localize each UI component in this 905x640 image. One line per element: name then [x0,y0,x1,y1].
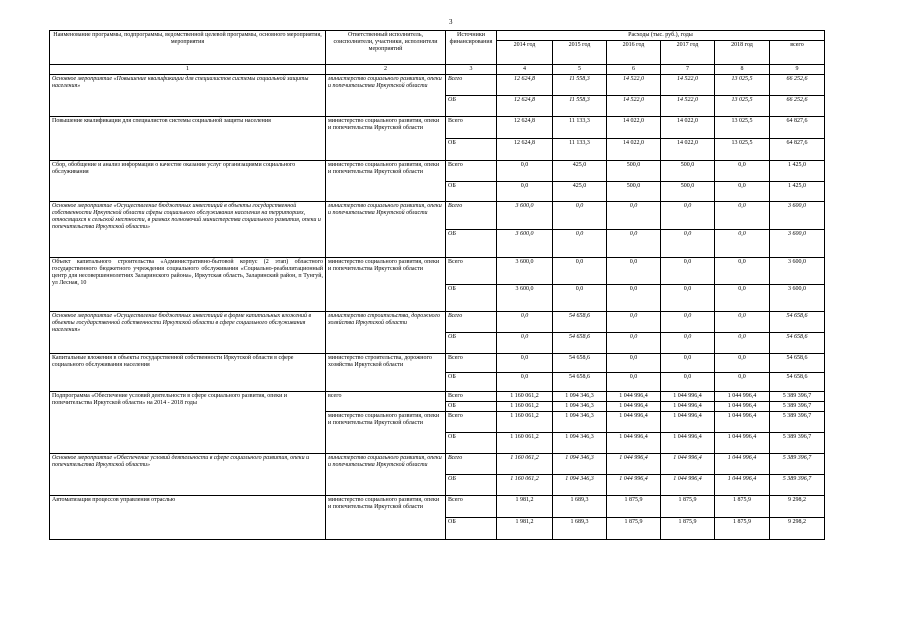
row-executor: министерство социального развития, опеки и попечительства Иркутской области [326,258,446,312]
value-cell: 0,0 [715,161,770,182]
value-cell: 5 389 396,7 [770,433,825,454]
row-source: Всего [446,312,497,333]
value-cell: 0,0 [607,333,661,354]
table-row [50,496,825,518]
value-cell: 0,0 [607,373,661,392]
row-executor: министерство социального развития, опеки и попечительства Иркутской области [326,75,446,117]
value-cell: 3 600,0 [770,230,825,258]
row-name: Капитальные вложения в объекты государственной собственности Иркутской области в сфере социального обслуживания населения [50,354,326,392]
value-cell: 12 624,8 [497,117,553,139]
header-year: 2016 год [607,41,661,65]
value-cell: 0,0 [715,373,770,392]
subprogram-executor: министерство социального развития, опеки и попечительства Иркутской области [326,412,446,454]
value-cell: 14 022,0 [661,117,715,139]
value-cell: 0,0 [607,312,661,333]
value-cell: 1 044 996,4 [607,392,661,402]
value-cell: 11 133,3 [553,117,607,139]
subprogram-row [50,392,825,402]
value-cell: 64 827,6 [770,139,825,161]
header-source: Источники финансирования [446,31,497,65]
row-source: Всего [446,258,497,285]
value-cell: 14 022,0 [607,117,661,139]
value-cell: 11 133,3 [553,139,607,161]
value-cell: 13 025,5 [715,139,770,161]
row-source: Всего [446,75,497,96]
table-row [50,117,825,139]
row-source: Всего [446,454,497,475]
value-cell: 1 981,2 [497,496,553,518]
row-executor: министерство социального развития, опеки и попечительства Иркутской области [326,202,446,258]
subprogram-name: Подпрограмма «Обеспечение условий деятельности в сфере социального развития, опеки и попечительства Иркутской области» на 2014 - 2018 годы [50,392,326,454]
value-cell: 1 044 996,4 [661,402,715,412]
index-cell: 2 [326,65,446,75]
value-cell: 0,0 [715,354,770,373]
value-cell: 0,0 [661,230,715,258]
row-source: Всего [446,392,497,402]
value-cell: 3 600,0 [770,258,825,285]
value-cell: 1 875,9 [661,518,715,540]
value-cell: 0,0 [607,230,661,258]
value-cell: 1 094 346,3 [553,454,607,475]
value-cell: 1 044 996,4 [715,454,770,475]
table-row [50,202,825,230]
value-cell: 425,0 [553,161,607,182]
value-cell: 1 689,3 [553,496,607,518]
value-cell: 54 658,6 [553,373,607,392]
value-cell: 1 044 996,4 [715,412,770,433]
value-cell: 0,0 [607,258,661,285]
index-cell: 7 [661,65,715,75]
index-cell: 6 [607,65,661,75]
value-cell: 14 522,0 [661,75,715,96]
value-cell: 0,0 [661,354,715,373]
value-cell: 1 160 061,2 [497,433,553,454]
value-cell: 0,0 [497,161,553,182]
value-cell: 14 022,0 [661,139,715,161]
value-cell: 1 875,9 [661,496,715,518]
row-source: ОБ [446,433,497,454]
value-cell: 0,0 [661,285,715,312]
value-cell: 1 094 346,3 [553,475,607,496]
value-cell: 9 298,2 [770,496,825,518]
row-source: ОБ [446,285,497,312]
value-cell: 1 160 061,2 [497,402,553,412]
row-executor: министерство социального развития, опеки и попечительства Иркутской области [326,496,446,540]
value-cell: 1 044 996,4 [607,402,661,412]
row-source: ОБ [446,230,497,258]
value-cell: 14 022,0 [607,139,661,161]
value-cell: 1 044 996,4 [715,475,770,496]
header-year: 2018 год [715,41,770,65]
value-cell: 1 044 996,4 [715,402,770,412]
value-cell: 1 044 996,4 [715,433,770,454]
value-cell: 54 658,6 [553,354,607,373]
header-expenses: Расходы (тыс. руб.), годы [497,31,825,41]
index-cell: 4 [497,65,553,75]
value-cell: 0,0 [607,202,661,230]
value-cell: 14 522,0 [661,96,715,117]
value-cell: 1 044 996,4 [661,454,715,475]
value-cell: 12 624,8 [497,139,553,161]
value-cell: 12 624,8 [497,75,553,96]
header-year: 2015 год [553,41,607,65]
subprogram-executor-total: всего [326,392,446,412]
table-row [50,75,825,96]
value-cell: 54 658,6 [770,373,825,392]
value-cell: 0,0 [661,312,715,333]
row-name: Автоматизация процессов управления отраслью [50,496,326,540]
value-cell: 0,0 [607,285,661,312]
value-cell: 5 389 396,7 [770,454,825,475]
row-name: Основное мероприятие «Обеспечение условий деятельности в сфере социального развития, опеки и попечительства Иркутской области» [50,454,326,496]
row-source: Всего [446,161,497,182]
value-cell: 1 044 996,4 [661,412,715,433]
value-cell: 500,0 [607,182,661,202]
value-cell: 1 875,9 [715,496,770,518]
value-cell: 9 298,2 [770,518,825,540]
value-cell: 500,0 [607,161,661,182]
row-name: Основное мероприятие «Осуществление бюджетных инвестиций в объекты государственной собственности Иркутской области сферы социального обслуживания населения на территориях, относящихся к сельской местности, в рамках полномочий министерства социального развития, опеки и попечительства Иркутской области» [50,202,326,258]
value-cell: 64 827,6 [770,117,825,139]
index-cell: 1 [50,65,326,75]
value-cell: 3 600,0 [497,285,553,312]
value-cell: 1 044 996,4 [607,412,661,433]
value-cell: 14 522,0 [607,75,661,96]
value-cell: 0,0 [715,258,770,285]
row-source: ОБ [446,402,497,412]
index-cell: 3 [446,65,497,75]
value-cell: 500,0 [661,161,715,182]
value-cell: 0,0 [497,354,553,373]
value-cell: 5 389 396,7 [770,412,825,433]
value-cell: 1 094 346,3 [553,412,607,433]
value-cell: 1 425,0 [770,161,825,182]
value-cell: 12 624,8 [497,96,553,117]
header-year: 2017 год [661,41,715,65]
header-executor: Ответственный исполнитель, соисполнители, участники, исполнители мероприятий [326,31,446,65]
value-cell: 54 658,6 [553,312,607,333]
row-name: Основное мероприятие «Осуществление бюджетных инвестиций в форме капитальных вложений в объекты государственной собственности Иркутской области в сфере социального обслуживания населения» [50,312,326,354]
value-cell: 54 658,6 [770,354,825,373]
value-cell: 1 044 996,4 [661,475,715,496]
value-cell: 0,0 [553,285,607,312]
value-cell: 0,0 [497,182,553,202]
row-executor: министерство социального развития, опеки и попечительства Иркутской области [326,454,446,496]
value-cell: 13 025,5 [715,75,770,96]
row-source: ОБ [446,518,497,540]
row-name: Сбор, обобщение и анализ информации о качестве оказания услуг организациями социального обслуживания [50,161,326,202]
value-cell: 0,0 [497,312,553,333]
value-cell: 3 600,0 [497,258,553,285]
value-cell: 1 425,0 [770,182,825,202]
index-cell: 8 [715,65,770,75]
value-cell: 0,0 [553,230,607,258]
row-executor: министерство строительства, дорожного хозяйства Иркутской области [326,312,446,354]
value-cell: 14 522,0 [607,96,661,117]
row-source: ОБ [446,333,497,354]
row-source: ОБ [446,96,497,117]
table-row [50,312,825,333]
value-cell: 1 094 346,3 [553,433,607,454]
page-number: 3 [449,18,453,26]
row-name: Повышение квалификации для специалистов системы социальной защиты населения [50,117,326,161]
value-cell: 3 600,0 [497,202,553,230]
row-source: ОБ [446,139,497,161]
value-cell: 0,0 [715,202,770,230]
value-cell: 500,0 [661,182,715,202]
value-cell: 0,0 [715,312,770,333]
value-cell: 0,0 [497,373,553,392]
value-cell: 1 160 061,2 [497,454,553,475]
value-cell: 5 389 396,7 [770,402,825,412]
table-row [50,258,825,285]
value-cell: 13 025,5 [715,117,770,139]
table-row [50,354,825,373]
value-cell: 1 044 996,4 [607,454,661,475]
value-cell: 54 658,6 [770,312,825,333]
row-source: Всего [446,202,497,230]
value-cell: 1 094 346,3 [553,402,607,412]
value-cell: 11 558,3 [553,96,607,117]
value-cell: 0,0 [553,202,607,230]
row-source: Всего [446,412,497,433]
value-cell: 0,0 [715,230,770,258]
value-cell: 54 658,6 [770,333,825,354]
row-source: ОБ [446,373,497,392]
value-cell: 3 600,0 [497,230,553,258]
value-cell: 0,0 [715,182,770,202]
value-cell: 1 875,9 [607,518,661,540]
value-cell: 1 044 996,4 [661,433,715,454]
index-row [50,65,825,75]
value-cell: 1 044 996,4 [715,392,770,402]
index-cell: 9 [770,65,825,75]
value-cell: 0,0 [661,202,715,230]
value-cell: 1 094 346,3 [553,392,607,402]
value-cell: 1 160 061,2 [497,475,553,496]
value-cell: 0,0 [715,333,770,354]
row-source: Всего [446,496,497,518]
value-cell: 1 875,9 [607,496,661,518]
value-cell: 1 160 061,2 [497,412,553,433]
value-cell: 0,0 [661,373,715,392]
value-cell: 1 160 061,2 [497,392,553,402]
value-cell: 66 252,6 [770,75,825,96]
index-cell: 5 [553,65,607,75]
value-cell: 0,0 [661,258,715,285]
value-cell: 1 875,9 [715,518,770,540]
row-executor: министерство социального развития, опеки и попечительства Иркутской области [326,161,446,202]
value-cell: 66 252,6 [770,96,825,117]
value-cell: 1 981,2 [497,518,553,540]
value-cell: 1 044 996,4 [607,433,661,454]
row-source: Всего [446,117,497,139]
row-source: Всего [446,354,497,373]
value-cell: 0,0 [553,258,607,285]
header-name: Наименование программы, подпрограммы, ведомственной целевой программы, основного мероприятия, мероприятия [50,31,326,65]
row-source: ОБ [446,182,497,202]
value-cell: 5 389 396,7 [770,392,825,402]
header-total: всего [770,41,825,65]
value-cell: 0,0 [661,333,715,354]
expenses-table [49,30,825,540]
value-cell: 13 025,5 [715,96,770,117]
row-executor: министерство социального развития, опеки и попечительства Иркутской области [326,117,446,161]
value-cell: 3 600,0 [770,285,825,312]
value-cell: 425,0 [553,182,607,202]
value-cell: 1 044 996,4 [607,475,661,496]
table-row [50,161,825,182]
value-cell: 0,0 [715,285,770,312]
row-name: Основное мероприятие «Повышение квалификации для специалистов системы социальной защиты населения» [50,75,326,117]
value-cell: 1 044 996,4 [661,392,715,402]
header-year: 2014 год [497,41,553,65]
value-cell: 3 600,0 [770,202,825,230]
value-cell: 0,0 [497,333,553,354]
row-executor: министерство строительства, дорожного хозяйства Иркутской области [326,354,446,392]
row-name: Объект капитального строительства «Административно-бытовой корпус (2 этап) областного государственного бюджетного учреждения социального обслуживания «Социально-реабилитационный центр для несовершеннолетних Заларинского района», Иркутская область, Заларинский район, п Тунгуй, ул Лесная, 10 [50,258,326,312]
table-row [50,454,825,475]
value-cell: 54 658,6 [553,333,607,354]
value-cell: 0,0 [607,354,661,373]
value-cell: 5 389 396,7 [770,475,825,496]
row-source: ОБ [446,475,497,496]
value-cell: 1 689,3 [553,518,607,540]
value-cell: 11 558,3 [553,75,607,96]
